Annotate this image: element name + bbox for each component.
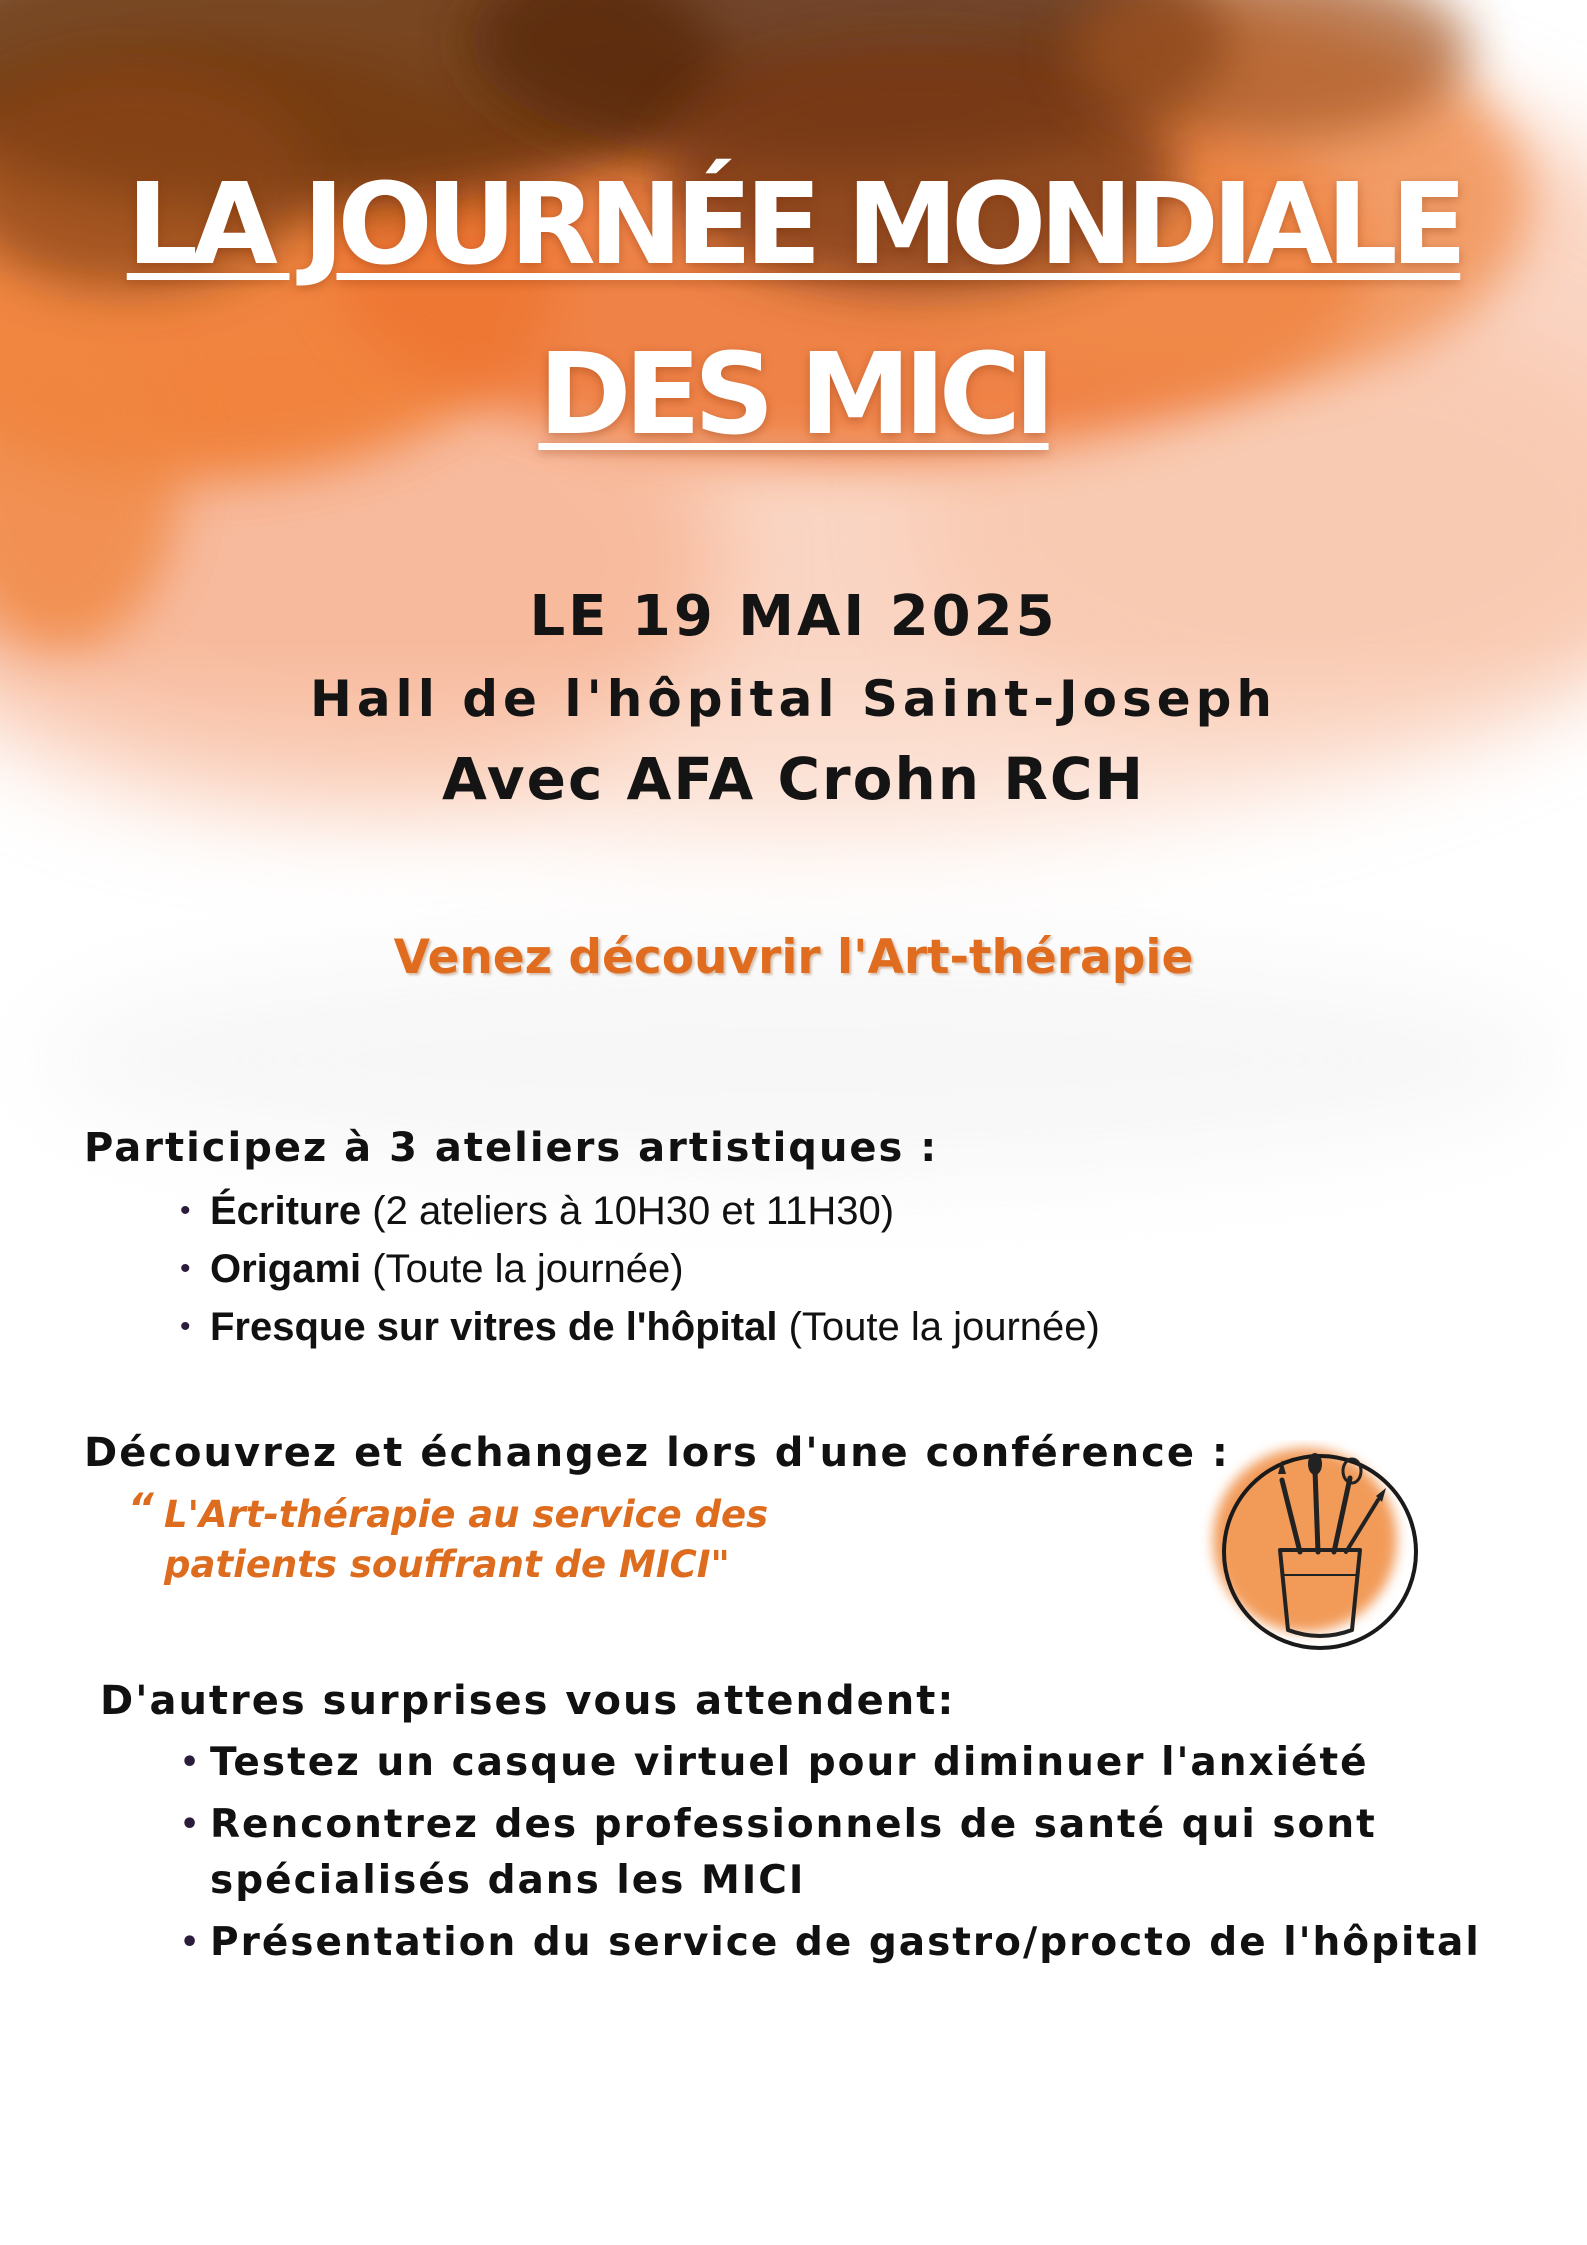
bullet-icon: •	[180, 1310, 191, 1343]
tagline: Venez découvrir l'Art-thérapie	[393, 930, 1194, 985]
atelier-name: Fresque sur vitres de l'hôpital	[210, 1305, 778, 1349]
list-item	[180, 1243, 1100, 1301]
list-item	[180, 1735, 1481, 1791]
ateliers-heading: Participez à 3 ateliers artistiques :	[84, 1125, 939, 1171]
surprise-text: Testez un casque virtuel pour diminuer l'anxiété	[210, 1740, 1369, 1785]
surprise-text: Présentation du service de gastro/procto de l'hôpital	[210, 1920, 1481, 1965]
bullet-icon: •	[180, 1925, 202, 1960]
atelier-detail: (Toute la journée)	[372, 1247, 684, 1291]
list-item	[180, 1915, 1481, 1971]
surprise-text-continued: spécialisés dans les MICI	[210, 1858, 806, 1903]
ateliers-list	[180, 1185, 1100, 1359]
atelier-detail: (Toute la journée)	[788, 1305, 1100, 1349]
bullet-icon: •	[180, 1252, 191, 1285]
art-supplies-jar-icon	[1200, 1440, 1430, 1670]
atelier-name: Écriture	[210, 1189, 362, 1233]
event-date: LE 19 MAI 2025	[529, 584, 1058, 649]
list-item	[180, 1185, 1100, 1243]
atelier-name: Origami	[210, 1247, 362, 1291]
quote-mark-icon: “	[128, 1486, 154, 1532]
quote-line-2: patients souffrant de MICI"	[164, 1543, 730, 1586]
surprises-heading: D'autres surprises vous attendent:	[100, 1678, 956, 1724]
list-item	[180, 1301, 1100, 1359]
bullet-icon: •	[180, 1807, 202, 1842]
conference-quote	[128, 1486, 769, 1590]
title-line-1: LA JOURNÉE MONDIALE	[126, 160, 1461, 290]
conference-heading: Découvrez et échangez lors d'une conférence :	[84, 1430, 1230, 1476]
title-line-2: DES MICI	[538, 330, 1049, 460]
event-venue: Hall de l'hôpital Saint-Joseph	[309, 670, 1278, 728]
event-partner: Avec AFA Crohn RCH	[441, 745, 1146, 813]
atelier-detail: (2 ateliers à 10H30 et 11H30)	[372, 1189, 895, 1233]
surprise-text: Rencontrez des professionnels de santé qui sont	[210, 1802, 1377, 1847]
quote-line-1: L'Art-thérapie au service des	[164, 1493, 769, 1536]
bullet-icon: •	[180, 1745, 202, 1780]
list-item	[180, 1797, 1481, 1909]
bullet-icon: •	[180, 1194, 191, 1227]
surprises-list	[180, 1735, 1481, 1977]
